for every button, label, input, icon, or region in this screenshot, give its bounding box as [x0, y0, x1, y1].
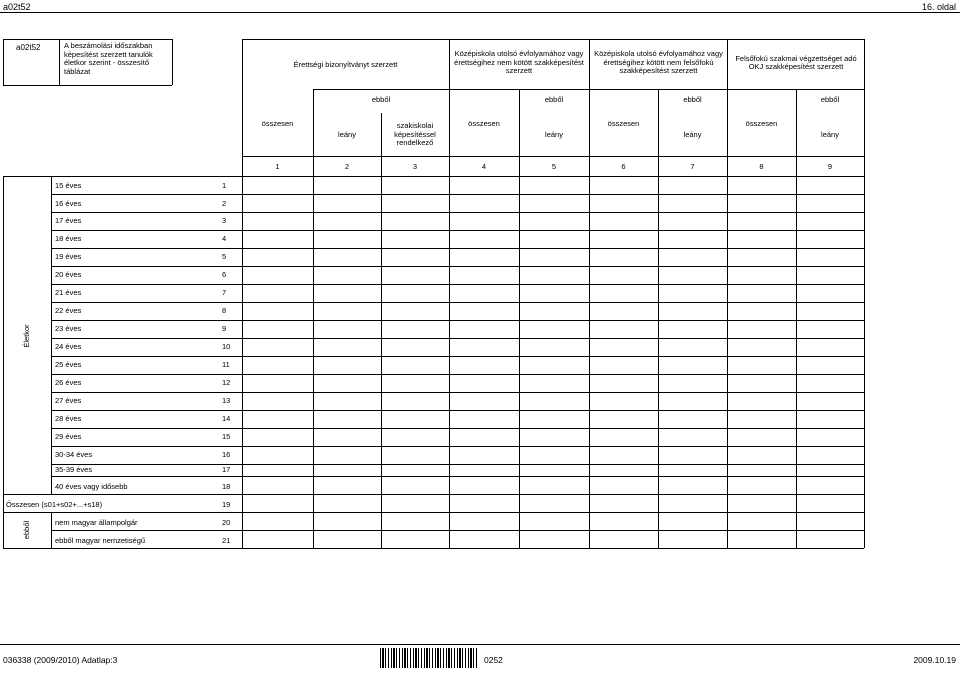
- row-number: 2: [222, 199, 227, 208]
- row-number: 8: [222, 306, 227, 315]
- col-header-6: összesen: [607, 118, 640, 128]
- row-number: 5: [222, 252, 227, 261]
- col-header-2: leány: [338, 129, 356, 139]
- footer-date: 2009.10.19: [913, 655, 956, 665]
- col-header-4: összesen: [468, 118, 500, 128]
- row-number: 10: [222, 342, 231, 351]
- row-number: 20: [222, 518, 231, 527]
- row-number: 9: [222, 324, 227, 333]
- row-number: 12: [222, 378, 231, 387]
- row-number: 6: [222, 270, 227, 279]
- row-label: 23 éves: [55, 324, 82, 333]
- row-number: 18: [222, 482, 231, 491]
- footer-left: 036338 (2009/2010) Adatlap:3: [3, 655, 118, 665]
- ebbol-label-1: ebből: [371, 94, 391, 104]
- row-label: 27 éves: [55, 396, 82, 405]
- row-number: 19: [222, 500, 231, 509]
- row-number: 14: [222, 414, 231, 423]
- row-number: 17: [222, 465, 231, 474]
- row-label: 35-39 éves: [55, 465, 93, 474]
- ebbol-label-3: ebből: [683, 94, 702, 104]
- row-label: 20 éves: [55, 270, 82, 279]
- col-number: 6: [621, 161, 626, 171]
- table-title: A beszámolási időszakban képesítést szerzett tanulók életkor szerint - összesítő táblázat: [64, 41, 153, 76]
- ebbol-label-4: ebből: [820, 94, 840, 104]
- footer-rule: [0, 644, 960, 645]
- col-number: 5: [551, 161, 557, 171]
- barcode-icon: [380, 648, 478, 668]
- row-number: 16: [222, 450, 231, 459]
- side-label-eletkor: Életkor: [21, 324, 31, 348]
- row-label: 18 éves: [55, 234, 82, 243]
- row-label: 30-34 éves: [55, 450, 93, 459]
- row-label: nem magyar állampolgár: [55, 518, 138, 527]
- row-label: 28 éves: [55, 414, 82, 423]
- col-number: 4: [481, 161, 487, 171]
- row-label: 40 éves vagy idősebb: [55, 482, 128, 491]
- header-rule: [0, 12, 960, 13]
- col-header-5: leány: [545, 129, 563, 139]
- row-label: 26 éves: [55, 378, 82, 387]
- col-header-8: összesen: [745, 118, 778, 128]
- row-number: 13: [222, 396, 231, 405]
- row-label-total: Összesen (s01+s02+...+s18): [6, 500, 103, 509]
- row-label: 22 éves: [55, 306, 82, 315]
- row-label: 29 éves: [55, 432, 82, 441]
- col-number: 3: [412, 161, 418, 171]
- row-number: 21: [222, 536, 231, 545]
- col-header-1: összesen: [261, 118, 294, 128]
- ebbol-label-2: ebből: [544, 94, 564, 104]
- page-number: 16. oldal: [921, 2, 956, 12]
- row-label: ebből magyar nemzetiségű: [55, 536, 146, 545]
- col-header-7: leány: [683, 129, 702, 139]
- row-number: 1: [222, 181, 227, 190]
- row-label: 15 éves: [55, 181, 82, 190]
- row-label: 17 éves: [55, 216, 82, 225]
- group-header-1: Érettségi bizonyítványt szerzett: [293, 59, 398, 69]
- side-label-ebbol: ebből: [21, 520, 31, 540]
- col-header-9: leány: [821, 129, 839, 139]
- row-number: 3: [222, 216, 227, 225]
- col-header-3: szakiskolai képesítéssel rendelkező: [394, 121, 436, 148]
- row-label: 16 éves: [55, 199, 82, 208]
- group-header-2: Középiskola utolsó évfolyamához vagy érettségihez nem kötött szakképesítést szerzett: [454, 49, 584, 76]
- group-header-4: Felsőfokú szakmai végzettséget adó OKJ szakképesítést szerzett: [735, 53, 857, 71]
- row-label: 19 éves: [55, 252, 82, 261]
- row-number: 11: [222, 360, 230, 369]
- row-label: 25 éves: [55, 360, 82, 369]
- row-number: 7: [222, 288, 227, 297]
- row-label: 21 éves: [55, 288, 82, 297]
- page-id: a02t52: [3, 2, 31, 12]
- col-number: 8: [759, 161, 764, 171]
- row-number: 15: [222, 432, 231, 441]
- table-code: a02t52: [16, 43, 41, 52]
- group-header-3: Középiskola utolsó évfolyamához vagy érettségihez kötött nem felsőfokú szakképesítést szerzett: [594, 49, 723, 76]
- col-number: 1: [275, 161, 280, 171]
- col-number: 9: [827, 161, 833, 171]
- col-number: 2: [344, 161, 350, 171]
- footer-code: 0252: [484, 655, 503, 665]
- row-label: 24 éves: [55, 342, 82, 351]
- col-number: 7: [690, 161, 695, 171]
- row-number: 4: [222, 234, 227, 243]
